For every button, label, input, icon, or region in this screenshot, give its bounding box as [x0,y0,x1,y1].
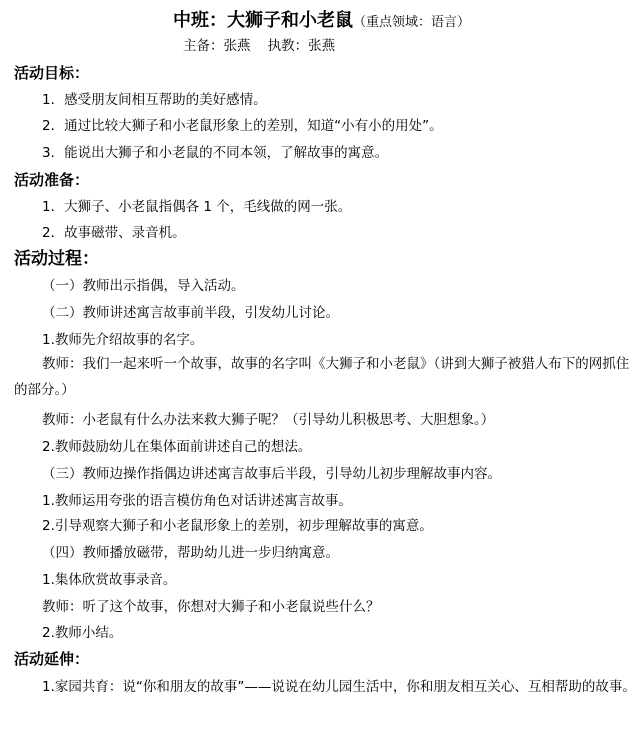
process-line: （四）教师播放磁带，帮助幼儿进一步归纳寓意。 [42,545,339,561]
process-line: 教师：听了这个故事，你想对大狮子和小老鼠说些什么？ [42,599,380,615]
extension-heading: 活动延伸： [14,650,90,668]
process-line: 1.教师先介绍故事的名字。 [42,332,204,348]
prep-item: 1．大狮子、小老鼠指偶各 1 个，毛线做的网一张。 [42,199,352,215]
prep-heading: 活动准备： [14,171,90,189]
extension-paragraph: 1.家园共育：说“你和朋友的故事”——说说在幼儿园生活中，你和朋友相互关心、互相帮助的故事。 [42,679,636,695]
process-line: 1.教师运用夸张的语言模仿角色对话讲述寓言故事。 [42,493,352,509]
document-title [0,6,643,32]
goal-item: 2．通过比较大狮子和小老鼠形象上的差别，知道“小有小的用处”。 [42,118,443,134]
process-line: （三）教师边操作指偶边讲述寓言故事后半段，引导幼儿初步理解故事内容。 [42,466,501,482]
process-line: 教师：小老鼠有什么办法来救大狮子呢？（引导幼儿积极思考、大胆想象。） [42,412,495,428]
goal-item: 3．能说出大狮子和小老鼠的不同本领，了解故事的寓意。 [42,145,389,161]
process-line: 2.引导观察大狮子和小老鼠形象上的差别，初步理解故事的寓意。 [42,518,433,534]
process-line: 1.集体欣赏故事录音。 [42,572,177,588]
process-line: 2.教师小结。 [42,625,123,641]
process-line: （一）教师出示指偶，导入活动。 [42,278,245,294]
goal-item: 1．感受朋友间相互帮助的美好感情。 [42,92,267,108]
process-heading: 活动过程： [14,249,99,269]
process-line: 2.教师鼓励幼儿在集体面前讲述自己的想法。 [42,439,312,455]
process-line: （二）教师讲述寓言故事前半段，引发幼儿讨论。 [42,305,339,321]
process-paragraph: 教师：我们一起来听一个故事，故事的名字叫《大狮子和小老鼠》（讲到大狮子被猎人布下的网抓住的部分。） [14,356,630,398]
title-subtitle: （重点领域：语言） [352,15,470,30]
goals-heading: 活动目标： [14,64,90,82]
authors-line: 主备：张燕 执教：张燕 [183,38,336,54]
title-main: 中班：大狮子和小老鼠 [172,10,353,31]
prep-item: 2．故事磁带、录音机。 [42,225,186,241]
